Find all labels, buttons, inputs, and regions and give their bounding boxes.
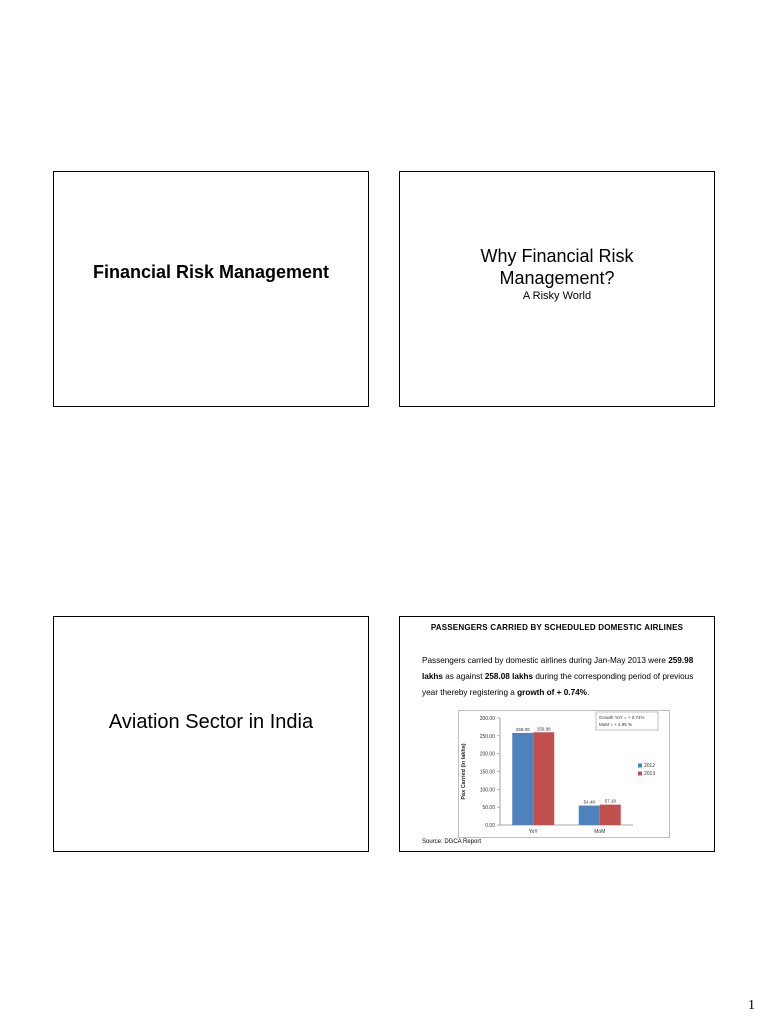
slide-2-subtitle: A Risky World	[522, 290, 592, 302]
bar-2013-YoY	[533, 732, 554, 825]
para-text-3: during the corresponding period of previous year thereby registering a	[422, 672, 694, 697]
para-text-1: Passengers carried by domestic airlines during Jan-May 2013 were	[422, 656, 669, 665]
y-tick-label: 50.00	[482, 805, 495, 812]
data-label: 259.98	[536, 726, 551, 732]
data-label: 54.48	[583, 799, 595, 805]
y-tick-label: 300.00	[479, 716, 495, 722]
slide-2-title-line-2: Management?	[499, 268, 615, 288]
y-tick-label: 100.00	[479, 787, 495, 794]
data-label: 57.18	[604, 798, 616, 804]
slide-1	[53, 171, 369, 407]
slide-4-source: Source: DGCA Report	[422, 839, 482, 845]
slide-3	[53, 616, 369, 852]
bar-2012-MoM	[579, 806, 600, 825]
bar-2012-YoY	[512, 733, 533, 825]
passenger-bar-chart	[458, 710, 670, 838]
para-bold-2: 258.08 lakhs	[484, 672, 534, 681]
x-tick-label: YoY	[528, 829, 538, 835]
y-tick-label: 0.00	[485, 823, 495, 829]
para-text-4: .	[586, 688, 590, 697]
legend-label: 2013	[644, 771, 656, 777]
slide-2-title-line-1: Why Financial Risk	[480, 246, 634, 266]
slide-1-title: Financial Risk Management	[92, 262, 330, 282]
growth-annotation-text: Growth YoY = + 0.74%	[599, 715, 645, 720]
bar-2013-MoM	[600, 805, 621, 825]
slide-4-paragraph	[422, 653, 708, 701]
y-tick-label: 200.00	[479, 751, 495, 758]
slide-3-title: Aviation Sector in India	[108, 711, 314, 733]
slide-4-heading: PASSENGERS CARRIED BY SCHEDULED DOMESTIC AIRLINES	[430, 623, 684, 632]
slide-2	[399, 171, 715, 407]
y-tick-label: 150.00	[479, 769, 495, 776]
slide-2-title	[400, 245, 714, 289]
y-axis-label: Pax Carried (in lakhs)	[461, 743, 467, 800]
legend-swatch-2012	[638, 764, 642, 768]
para-bold-1: 259.98 lakhs	[422, 656, 694, 681]
legend-swatch-2013	[638, 772, 642, 776]
para-bold-3: growth of + 0.74%	[517, 688, 587, 697]
data-label: 258.08	[515, 726, 530, 732]
growth-annotation-text: MoM = + 4.95 %	[599, 722, 633, 727]
x-tick-label: MoM	[594, 829, 606, 835]
slide-4	[399, 616, 715, 852]
y-tick-label: 250.00	[479, 733, 495, 740]
page-number: 1	[748, 998, 755, 1013]
legend-label: 2012	[644, 763, 656, 769]
para-text-2: as against	[442, 672, 485, 681]
